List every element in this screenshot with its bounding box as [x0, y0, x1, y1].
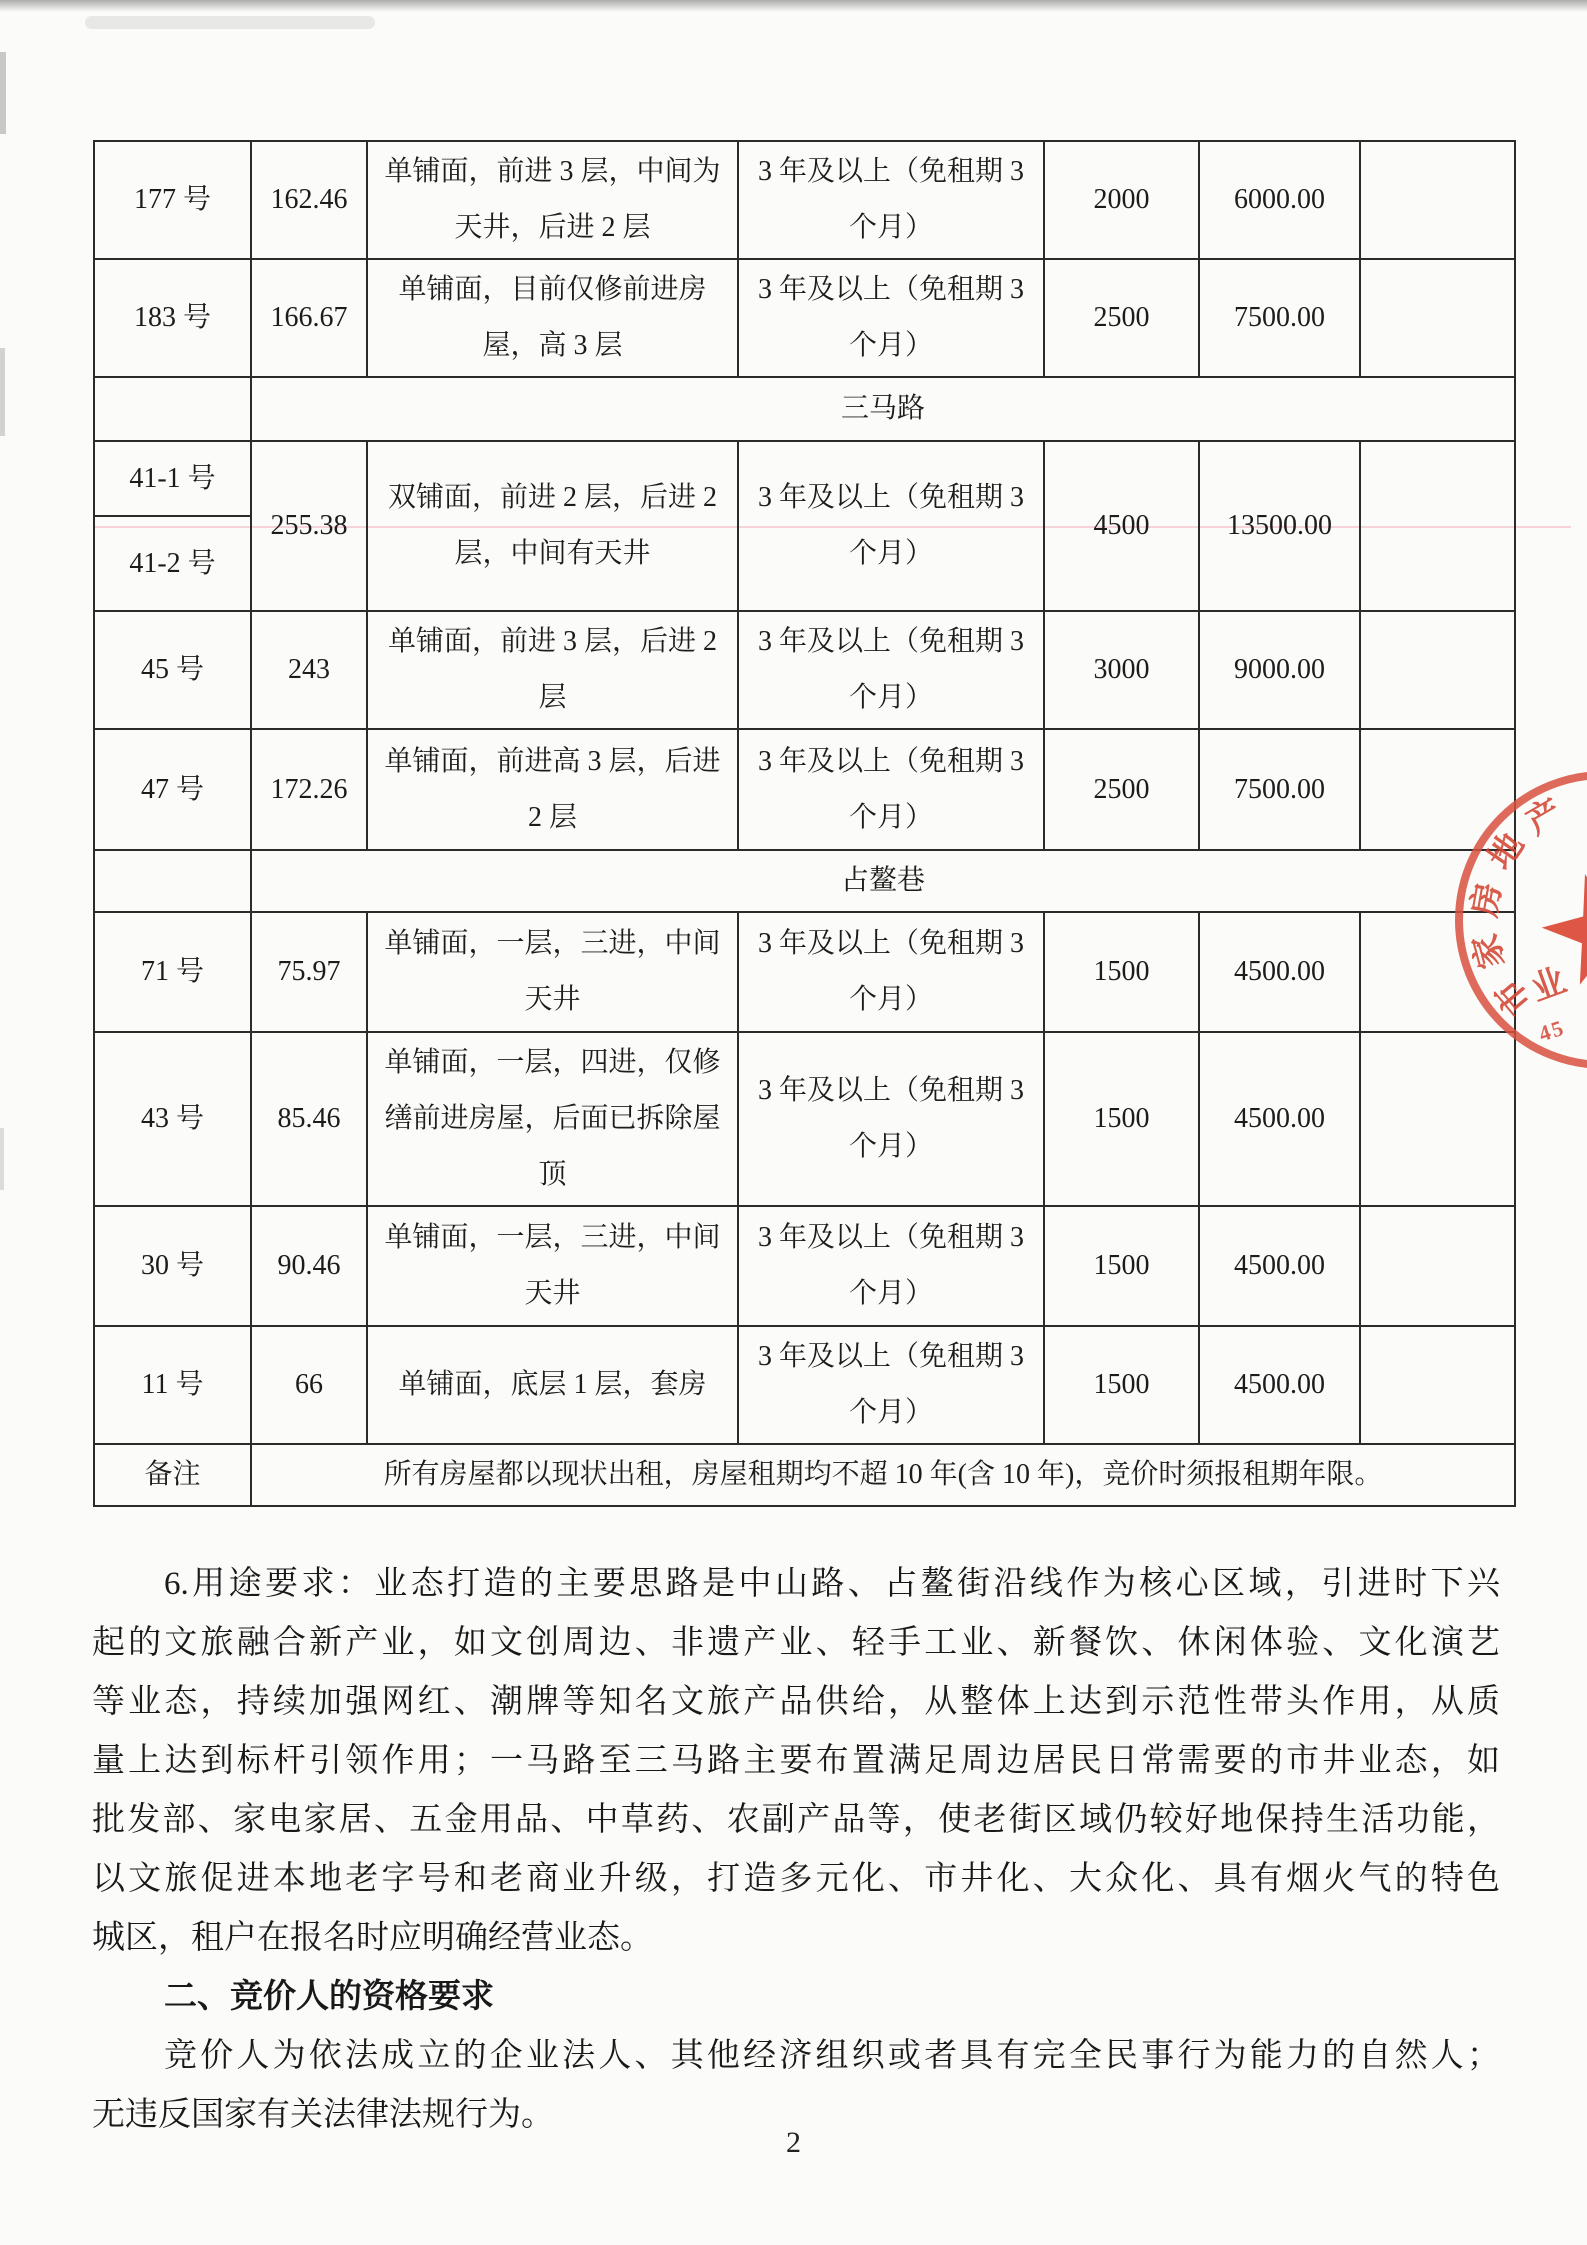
scan-edge-shadow: [0, 0, 1587, 12]
table-row: [94, 611, 1515, 729]
cell-address: 71 号: [94, 912, 251, 1032]
seal-arc-char: 地: [1481, 827, 1532, 877]
cell-lease-term: 3 年及以上（免租期 3 个月）: [738, 912, 1044, 1032]
cell-address: 45 号: [94, 611, 251, 729]
cell-address: 11 号: [94, 1326, 251, 1444]
table-row: [94, 141, 1515, 259]
cell-lease-term: 3 年及以上（免租期 3 个月）: [738, 1032, 1044, 1206]
seal-arc-char: 产: [1520, 793, 1569, 843]
cell-lease-term: 3 年及以上（免租期 3 个月）: [738, 1326, 1044, 1444]
cell-empty: [1360, 441, 1515, 611]
cell-area: 243: [251, 611, 367, 729]
cell-start-price: 2500: [1044, 259, 1199, 377]
cell-description: 单铺面，前进 3 层，中间为天井，后进 2 层: [367, 141, 738, 259]
table-row: [94, 1032, 1515, 1206]
cell-area: 255.38: [251, 441, 367, 611]
paragraph-line: 等业态，持续加强网红、潮牌等知名文旅产品供给，从整体上达到示范性带头作用，从质: [92, 1684, 1500, 1720]
cell-lease-term: 3 年及以上（免租期 3 个月）: [738, 441, 1044, 611]
table-row: [94, 441, 1515, 516]
cell-area: 90.46: [251, 1206, 367, 1326]
cell-address: 183 号: [94, 259, 251, 377]
scan-edge-mark: [0, 1128, 4, 1190]
cell-lease-term: 3 年及以上（免租期 3 个月）: [738, 611, 1044, 729]
page-number: 2: [786, 2126, 801, 2159]
cell-description: 单铺面，目前仅修前进房屋，高 3 层: [367, 259, 738, 377]
cell-start-price: 1500: [1044, 1206, 1199, 1326]
cell-area: 66: [251, 1326, 367, 1444]
cell-deposit: 4500.00: [1199, 1206, 1360, 1326]
cell-deposit: 7500.00: [1199, 259, 1360, 377]
paragraph-line: 城区，租户在报名时应明确经营业态。: [92, 1920, 653, 1956]
official-red-seal: [1455, 771, 1587, 1101]
cell-deposit: 4500.00: [1199, 912, 1360, 1032]
table-section-row: [94, 850, 1515, 912]
cell-description: 单铺面，一层，四进，仅修缮前进房屋，后面已拆除屋顶: [367, 1032, 738, 1206]
seal-ring: [1455, 771, 1587, 1069]
cell-empty: [1360, 1326, 1515, 1444]
cell-area: 162.46: [251, 141, 367, 259]
paragraph-line: 批发部、家电家居、五金用品、中草药、农副产品等，使老街区域仍较好地保持生活功能，: [92, 1802, 1500, 1838]
cell-description: 双铺面，前进 2 层，后进 2 层，中间有天井: [367, 441, 738, 611]
cell-start-price: 2000: [1044, 141, 1199, 259]
cell-empty: [1360, 141, 1515, 259]
cell-address: 41-1 号: [94, 441, 251, 516]
cell-address: 43 号: [94, 1032, 251, 1206]
paragraph-line: 6.用途要求：业态打造的主要思路是中山路、占鳌街沿线作为核心区域，引进时下兴: [164, 1566, 1500, 1602]
seal-bottom-char: 业: [1526, 962, 1572, 1009]
cell-area: 75.97: [251, 912, 367, 1032]
cell-description: 单铺面，前进高 3 层，后进 2 层: [367, 729, 738, 850]
seal-arc-char: 房: [1466, 879, 1509, 920]
remark-text: 所有房屋都以现状出租，房屋租期均不超 10 年(含 10 年)，竞价时须报租期年限。: [251, 1444, 1515, 1506]
section-header-sanmalu: 三马路: [251, 377, 1515, 441]
cell-address: 47 号: [94, 729, 251, 850]
cell-description: 单铺面，一层，三进，中间天井: [367, 912, 738, 1032]
cell-empty: [1360, 611, 1515, 729]
table-row: [94, 259, 1515, 377]
scan-edge-mark: [0, 52, 6, 134]
cell-empty: [1360, 259, 1515, 377]
section-header-zhanaoxiang: 占鳌巷: [251, 850, 1515, 912]
section-heading: 二、竞价人的资格要求: [164, 1979, 494, 2015]
cell-lease-term: 3 年及以上（免租期 3 个月）: [738, 729, 1044, 850]
cell-start-price: 2500: [1044, 729, 1199, 850]
paragraph-line: 以文旅促进本地老字号和老商业升级，打造多元化、市井化、大众化、具有烟火气的特色: [92, 1861, 1500, 1897]
cell-deposit: 9000.00: [1199, 611, 1360, 729]
table-section-row: [94, 377, 1515, 441]
cell-description: 单铺面，底层 1 层，套房: [367, 1326, 738, 1444]
cell-description: 单铺面，前进 3 层，后进 2 层: [367, 611, 738, 729]
cell-address: 30 号: [94, 1206, 251, 1326]
table-remark-row: [94, 1444, 1515, 1506]
cell-start-price: 1500: [1044, 912, 1199, 1032]
cell-start-price: 4500: [1044, 441, 1199, 611]
scan-edge-mark: [0, 348, 5, 436]
paragraph-line: 起的文旅融合新产业，如文创周边、非遗产业、轻手工业、新餐饮、休闲体验、文化演艺: [92, 1625, 1500, 1661]
paragraph-line: 无违反国家有关法律法规行为。: [92, 2097, 554, 2133]
cell-deposit: 4500.00: [1199, 1326, 1360, 1444]
table-row: [94, 912, 1515, 1032]
cell-address: 177 号: [94, 141, 251, 259]
cell-area: 85.46: [251, 1032, 367, 1206]
seal-digits: 45: [1535, 1014, 1569, 1047]
scan-smudge: [85, 16, 375, 29]
seal-arc-char: 市: [1488, 971, 1539, 1022]
cell-area: 172.26: [251, 729, 367, 850]
cell-empty: [1360, 1206, 1515, 1326]
cell-lease-term: 3 年及以上（免租期 3 个月）: [738, 259, 1044, 377]
cell-lease-term: 3 年及以上（免租期 3 个月）: [738, 1206, 1044, 1326]
remark-label: 备注: [94, 1444, 251, 1506]
cell-empty: [94, 850, 251, 912]
cell-start-price: 1500: [1044, 1326, 1199, 1444]
cell-deposit: 6000.00: [1199, 141, 1360, 259]
seal-arc-char: 家: [1467, 929, 1512, 973]
cell-lease-term: 3 年及以上（免租期 3 个月）: [738, 141, 1044, 259]
rental-properties-table: [93, 140, 1516, 1507]
cell-description: 单铺面，一层，三进，中间天井: [367, 1206, 738, 1326]
cell-deposit: 13500.00: [1199, 441, 1360, 611]
table-row: [94, 1206, 1515, 1326]
cell-start-price: 1500: [1044, 1032, 1199, 1206]
cell-deposit: 7500.00: [1199, 729, 1360, 850]
body-text: [92, 1556, 1500, 2146]
cell-start-price: 3000: [1044, 611, 1199, 729]
cell-area: 166.67: [251, 259, 367, 377]
paragraph-line: 量上达到标杆引领作用；一马路至三马路主要布置满足周边居民日常需要的市井业态，如: [92, 1743, 1500, 1779]
table-row: [94, 1326, 1515, 1444]
paragraph-line: 竞价人为依法成立的企业法人、其他经济组织或者具有完全民事行为能力的自然人；: [164, 2038, 1500, 2074]
cell-empty: [94, 377, 251, 441]
table-row: [94, 729, 1515, 850]
cell-deposit: 4500.00: [1199, 1032, 1360, 1206]
cell-address: 41-2 号: [94, 516, 251, 611]
